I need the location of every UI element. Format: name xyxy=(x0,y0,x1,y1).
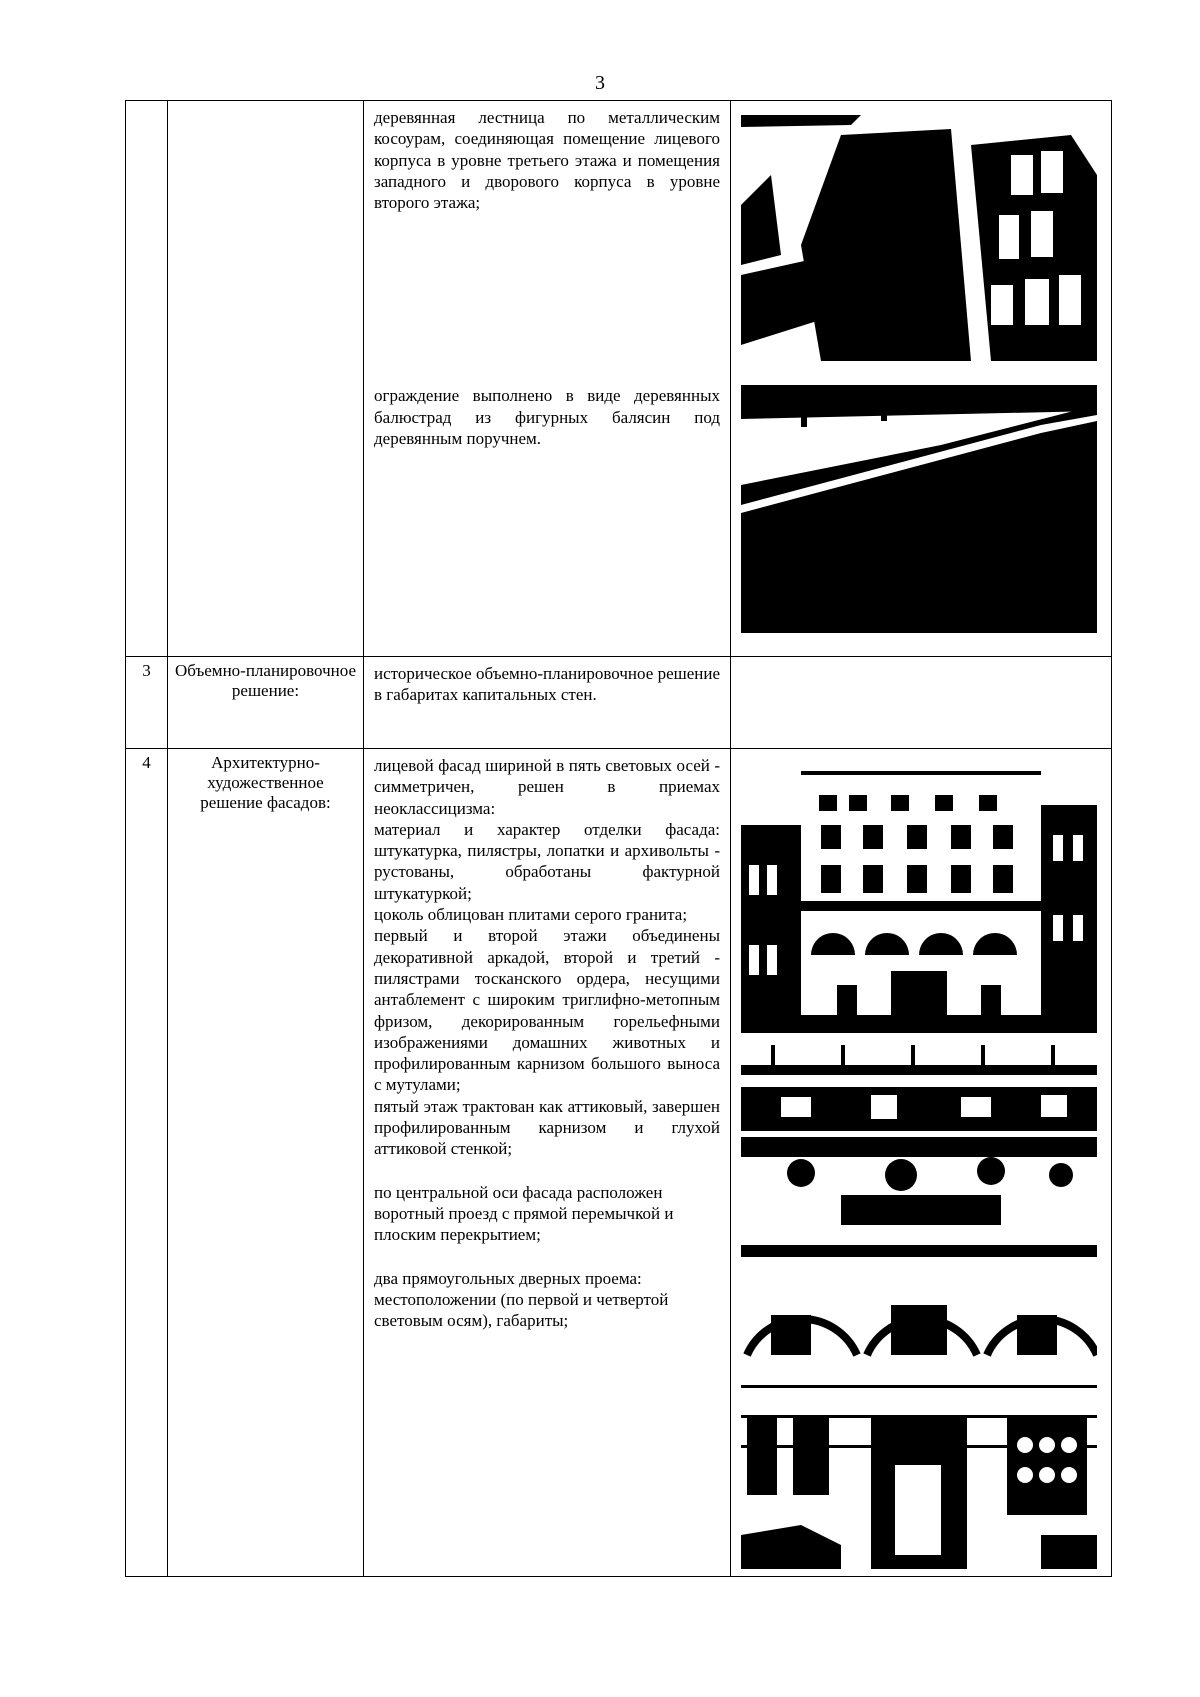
row-photos xyxy=(731,657,1112,749)
balustrade-photo xyxy=(741,385,1097,633)
description-paragraph: лицевой фасад шириной в пять световых осей - симметричен, решен в приемах неоклассицизма: xyxy=(374,756,720,818)
row-photos xyxy=(731,101,1112,657)
table-row xyxy=(126,749,1112,1577)
description-paragraph: пятый этаж трактован как аттиковый, завершен профилированным карнизом и глухой аттиковой стенкой; xyxy=(374,1096,720,1159)
description-paragraph: ограждение выполнено в виде деревянных балюстрад из фигурных балясин под деревянным поручнем. xyxy=(374,386,720,449)
row-photos xyxy=(731,749,1112,1577)
page-number: 3 xyxy=(595,72,605,94)
row-name: Архитектурно-художественное решение фасадов: xyxy=(168,749,364,1577)
facade-photo xyxy=(741,765,1097,1033)
row-description xyxy=(364,101,731,657)
row-description xyxy=(364,657,731,749)
row-number: 4 xyxy=(126,749,168,1577)
description-paragraph: материал и характер отделки фасада: штукатурка, пилястры, лопатки и архивольты - рустованы, обработаны фактурной штукатуркой; xyxy=(374,819,720,903)
document-table xyxy=(125,100,1112,1577)
row-description xyxy=(364,749,731,1577)
ground-floor-photo xyxy=(741,1245,1097,1569)
description-paragraph: цоколь облицован плитами серого гранита; xyxy=(374,905,688,925)
table-row xyxy=(126,657,1112,749)
staircase-photo xyxy=(741,115,1097,361)
description-paragraph: первый и второй этажи объединены декоративной аркадой, второй и третий - пилястрами тосканского ордера, несущими антаблемент с широким триглифно-метопным фризом, декорированным горельефными изображениями домашних животных и профилированным карнизом большого выноса с мутулами; xyxy=(374,926,720,1095)
row-name xyxy=(168,101,364,657)
description-paragraph: деревянная лестница по металлическим косоурам, соединяющая помещение лицевого корпуса в уровне третьего этажа и помещения западного и дворового корпуса в уровне второго этажа; xyxy=(374,108,720,213)
row-name: Объемно-планировочное решение: xyxy=(168,657,364,749)
frieze-photo xyxy=(741,1045,1097,1231)
table-row xyxy=(126,101,1112,657)
description-paragraph: историческое объемно-планировочное решение в габаритах капитальных стен. xyxy=(374,664,720,705)
row-number: 3 xyxy=(126,657,168,749)
description-paragraph: два прямоугольных дверных проема: местоположении (по первой и четвертой световым осям), габариты; xyxy=(374,1268,669,1331)
row-number xyxy=(126,101,168,657)
description-paragraph: по центральной оси фасада расположен воротный проезд с прямой перемычкой и плоским перекрытием; xyxy=(374,1182,674,1245)
